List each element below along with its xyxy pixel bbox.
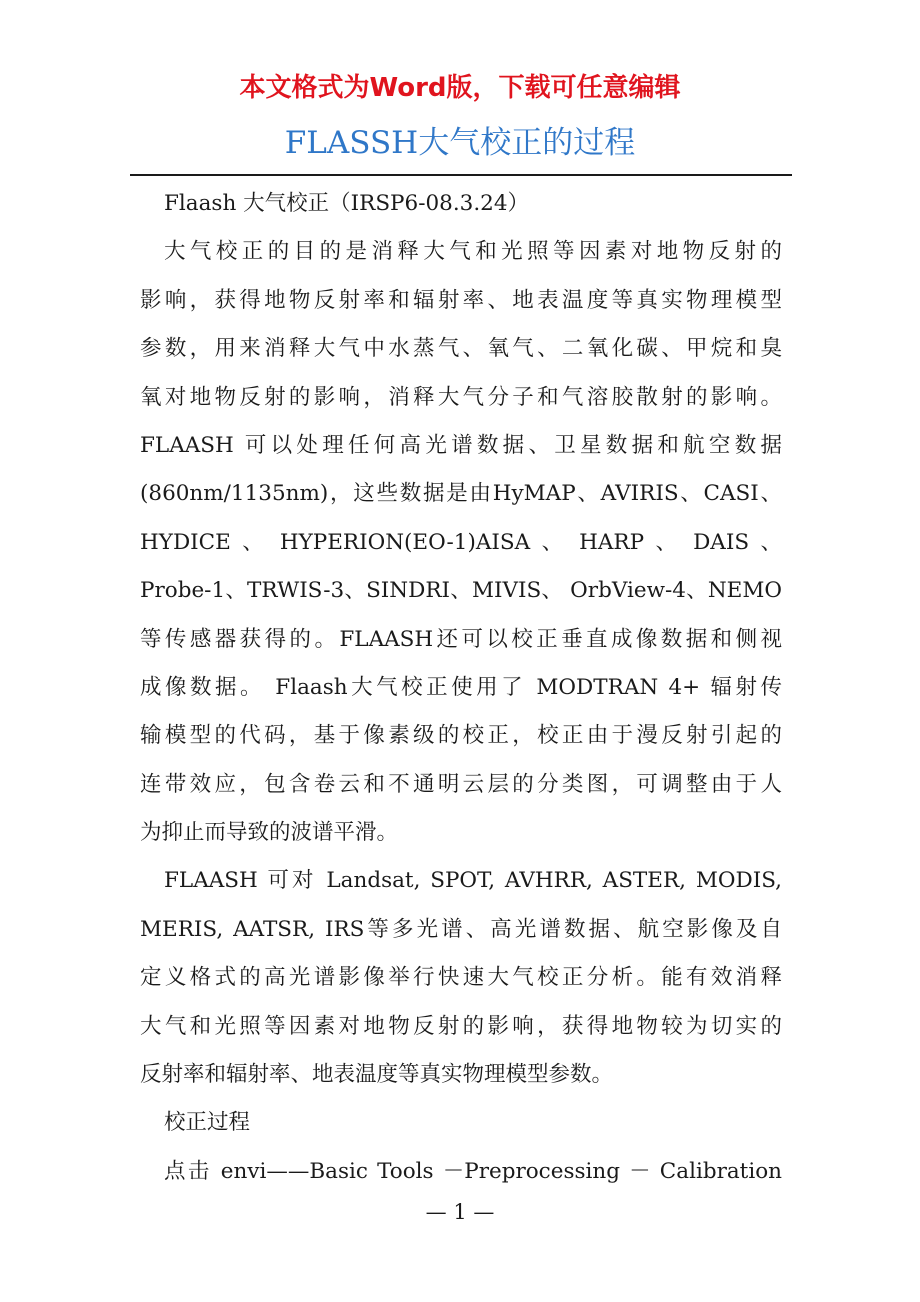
text-line: (860nm/1135nm)，这些数据是由HyMAP、AVIRIS、CASI、 xyxy=(140,481,782,507)
body-text xyxy=(140,180,782,1196)
text-line: 点击 envi——Basic Tools －Preprocessing － Calibration xyxy=(164,1158,782,1184)
text-line: 参数，用来消释大气中水蒸气、氧气、二氧化碳、甲烷和臭 xyxy=(140,336,782,362)
text-line: 成像数据。 Flaash大气校正使用了 MODTRAN 4+ 辐射传 xyxy=(140,674,782,700)
text-line: 等传感器获得的。FLAASH还可以校正垂直成像数据和侧视 xyxy=(140,626,782,652)
text-line: 定义格式的高光谱影像举行快速大气校正分析。能有效消释 xyxy=(140,965,782,991)
text-line: 影响，获得地物反射率和辐射率、地表温度等真实物理模型 xyxy=(140,287,782,313)
text-line: 输模型的代码，基于像素级的校正，校正由于漫反射引起的 xyxy=(140,723,782,749)
text-line: HYDICE 、 HYPERION(EO-1)AISA 、 HARP 、 DAIS 、 xyxy=(140,529,782,555)
text-line: MERIS, AATSR, IRS等多光谱、高光谱数据、航空影像及自 xyxy=(140,916,782,942)
download-banner: 本文格式为Word版，下载可任意编辑 xyxy=(239,73,681,103)
title-divider xyxy=(130,174,792,176)
page-number: — 1 — xyxy=(425,1200,495,1224)
text-line: 连带效应，包含卷云和不通明云层的分类图，可调整由于人 xyxy=(140,771,782,797)
text-line: 校正过程 xyxy=(164,1110,251,1136)
text-line: 氧对地物反射的影响，消释大气分子和气溶胶散射的影响。 xyxy=(140,384,782,410)
text-line: FLAASH 可以处理任何高光谱数据、卫星数据和航空数据 xyxy=(140,432,782,458)
text-line: 大气校正的目的是消释大气和光照等因素对地物反射的 xyxy=(164,239,782,265)
text-line: 反射率和辐射率、地表温度等真实物理模型参数。 xyxy=(140,1062,614,1088)
text-line: 为抑止而导致的波谱平滑。 xyxy=(140,820,399,846)
text-line: Probe-1、TRWIS-3、SINDRI、MIVIS、 OrbView-4、NEMO xyxy=(140,578,782,604)
document-title: FLASSH大气校正的过程 xyxy=(284,125,636,161)
text-line: Flaash 大气校正（IRSP6-08.3.24） xyxy=(164,191,530,216)
text-line: 大气和光照等因素对地物反射的影响，获得地物较为切实的 xyxy=(140,1013,782,1039)
text-line: FLAASH 可对 Landsat, SPOT, AVHRR, ASTER, MODIS, xyxy=(164,868,782,894)
